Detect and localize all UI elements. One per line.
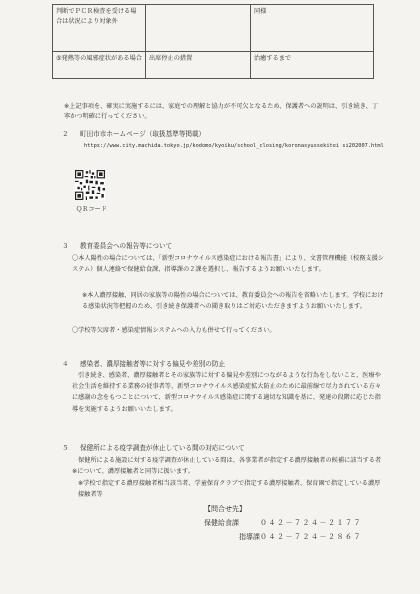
section-title: 教育委員会への報告等について — [80, 242, 173, 250]
table-note: ※上記事項を、確実に実施するには、家庭での理解と協力が不可欠となるため、保護者への説明は、引き続き、丁寧かつ明確に行ってください。 — [64, 103, 379, 120]
contact-phone: ０４２－７２４－２１７７ — [260, 519, 362, 527]
section-5-heading — [62, 442, 245, 452]
table-row — [53, 5, 374, 52]
section-4-body: 引き続き、感染者、濃厚接触者とその家族等に対する偏見や差別につながるような行為をしないこと、医療や社会生活を維持する業務の従事者等、新型コロナウイルス感染症拡大防止のために最前線で尽力されている方々に感謝の念をもつことについて、新型コロナウイルス感染症に関する適切な知識を基に、発達の段階に応じた指導を実施するようお願いいたします。 — [72, 372, 381, 413]
section-3-report-paragraph: 〇本人陽性の場合については、「新型コロナウイルス感染症における報告書」により、文書管理機能（校務支援システム）個人連絡で保健給食課、指導課の２課を選択し、報告するようお願いいたします。 — [72, 255, 384, 274]
section-5-footnote: ※学校で指定する濃厚接触者相当該当者、学童保育クラブで指定する濃厚接触者、保育園で指定している濃厚接触者等 — [78, 480, 381, 499]
table-row — [53, 52, 374, 79]
homepage-url-link[interactable]: https://www.city.machida.tokyo.jp/kodomo/kyoiku/school_closing/koronasyussekitei si202007.html — [84, 143, 384, 149]
table-cell-condition: ⑤発熱等の風邪症状がある場合 — [53, 52, 146, 79]
section-number: ３ — [62, 242, 69, 250]
section-3-system-paragraph: 〇学校等欠席者・感染症情報システムへの入力も併せて行ってください。 — [72, 327, 276, 334]
section-4-heading — [62, 358, 225, 368]
qr-code-image[interactable] — [75, 170, 105, 200]
section-number: ２ — [62, 130, 69, 138]
table-cell-condition: 判断でＰＣＲ検査を受ける場合は状況により対象外 — [53, 5, 146, 52]
contact-heading: 【問合せ先】 — [204, 505, 246, 513]
contact-row — [204, 530, 362, 544]
section-3-heading — [62, 240, 172, 250]
table-cell-period: 治癒するまで — [251, 52, 374, 79]
section-title: 保健所による疫学調査が休止している間の対応について — [80, 444, 245, 452]
contact-dept: 保健給食課 — [204, 519, 239, 527]
section-title: 町田市市ホームページ（取扱基準等掲載） — [80, 130, 206, 138]
contact-dept: 指導課 — [239, 533, 260, 541]
section-3-exemption-paragraph: ※本人濃厚接触、同居の家族等の陽性の場合については、教育委員会への報告を省略いたします。学校における感染状況等把握のため、引き続き保護者への聞き取りはご対応いただきますようお願いいたします。 — [82, 292, 384, 311]
section-number: ５ — [62, 444, 69, 452]
section-number: ４ — [62, 360, 69, 368]
contact-phone: ０４２－７２４－２８６７ — [260, 533, 362, 541]
qr-code-label: ＱＲコード — [76, 206, 107, 213]
measures-table — [52, 4, 374, 79]
section-title: 感染者、濃厚接触者等に対する偏見や差別の防止 — [80, 360, 226, 368]
table-cell-period: 同様 — [251, 5, 374, 52]
contact-block — [204, 502, 362, 544]
table-cell-action: 出席停止の措置 — [146, 52, 251, 79]
table-cell-action — [146, 5, 251, 52]
section-2-heading — [62, 128, 205, 138]
contact-row — [204, 516, 362, 530]
section-5-body: 保健所による施設に対する疫学調査が休止している間は、各事業者が指定する濃厚接触者の候補に該当する者※について、濃厚接触者と同等に扱います。 — [72, 457, 382, 476]
